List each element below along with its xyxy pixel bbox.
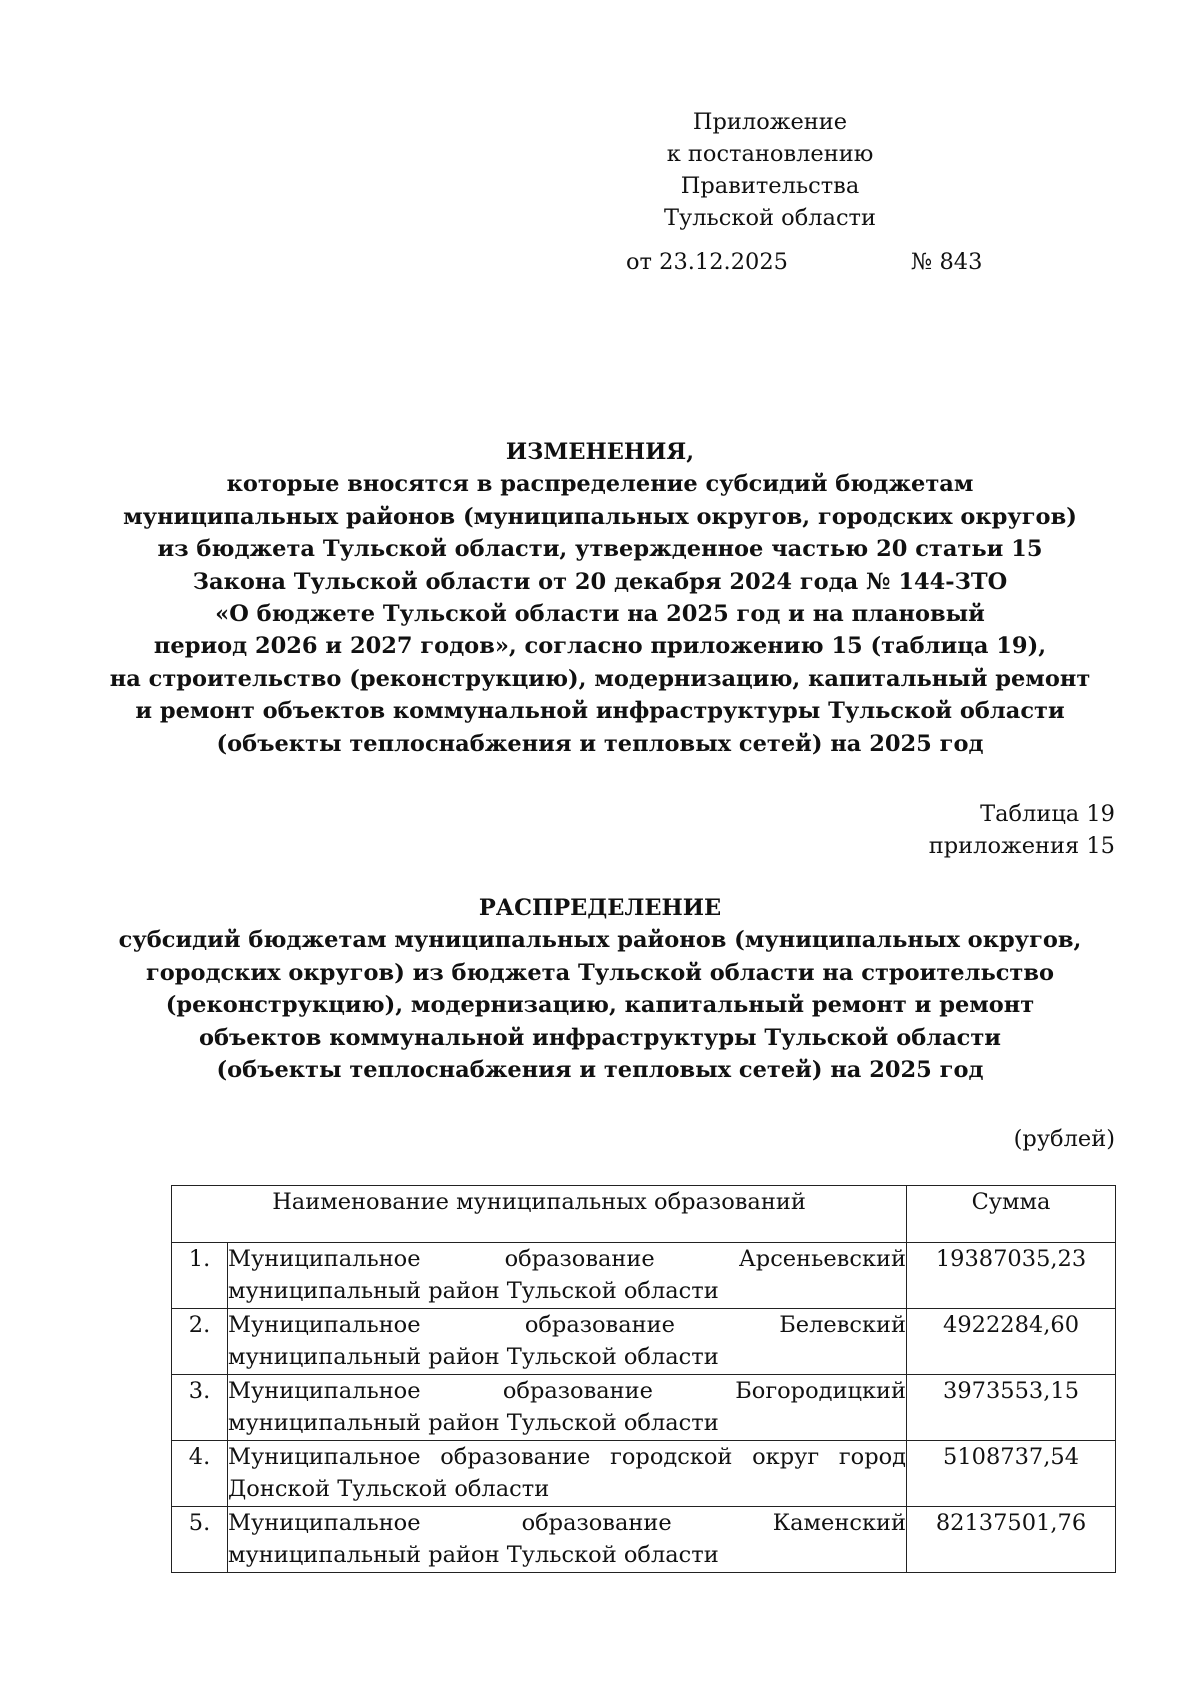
municipality-name-line: Муниципальное образование Богородицкий [228,1378,907,1404]
municipality-name [228,1507,907,1573]
municipality-name-line: муниципальный район Тульской области [228,1344,719,1370]
changes-title-line: Закона Тульской области от 20 декабря 2024 года № 144-ЗТО [192,568,1008,595]
appendix-header [580,106,960,234]
table-reference [715,798,1115,862]
municipality-name [228,1243,907,1309]
distribution-title [80,892,1120,1086]
municipality-name-line: муниципальный район Тульской области [228,1542,719,1568]
subsidy-sum [907,1375,1116,1441]
subsidy-sum [907,1243,1116,1309]
changes-title-line: из бюджета Тульской области, утвержденное частью 20 статьи 15 [157,536,1043,563]
changes-title-line: (объекты теплоснабжения и тепловых сетей) на 2025 год [216,730,984,757]
distribution-title-line: городских округов) из бюджета Тульской области на строительство [145,959,1055,986]
changes-title-line: период 2026 и 2027 годов», согласно приложению 15 (таблица 19), [153,633,1047,660]
row-number: 4. [172,1441,228,1507]
table-header-row [172,1186,1116,1243]
subsidy-sum-value: 4922284,60 [943,1312,1080,1338]
subsidy-sum [907,1309,1116,1375]
subsidy-sum [907,1441,1116,1507]
distribution-title-line: (объекты теплоснабжения и тепловых сетей) на 2025 год [216,1057,984,1084]
subsidy-sum-value: 5108737,54 [943,1444,1080,1470]
changes-title-line: и ремонт объектов коммунальной инфраструктуры Тульской области [135,698,1065,725]
subsidy-sum [907,1507,1116,1573]
table-row [172,1441,1116,1507]
table-row [172,1375,1116,1441]
municipality-name-line: муниципальный район Тульской области [228,1410,719,1436]
appendix-region: Тульской области [664,205,876,231]
table-row [172,1507,1116,1573]
municipality-name [228,1309,907,1375]
currency-units: (рублей) [1013,1126,1115,1152]
header-municipality-name: Наименование муниципальных образований [172,1186,907,1243]
decree-number: № 843 [911,249,983,275]
changes-title-line: которые вносятся в распределение субсидий бюджетам [226,471,974,498]
appendix-number: приложения 15 [928,833,1115,859]
appendix-decree-reference: к постановлению Правительства [666,141,874,199]
municipality-name [228,1441,907,1507]
subsidy-sum-value: 82137501,76 [935,1510,1087,1536]
row-number: 1. [172,1243,228,1309]
municipality-name-line: Муниципальное образование городской округ город [228,1444,907,1470]
changes-title [80,436,1120,760]
distribution-title-line: РАСПРЕДЕЛЕНИЕ [478,895,722,921]
distribution-title-line: (реконструкцию), модернизацию, капитальный ремонт и ремонт [165,992,1035,1019]
municipality-name-line: муниципальный район Тульской области [228,1278,719,1304]
municipality-name [228,1375,907,1441]
row-number: 5. [172,1507,228,1573]
table-number: Таблица 19 [980,801,1115,827]
table-row [172,1309,1116,1375]
municipality-name-line: Муниципальное образование Арсеньевский [228,1246,907,1272]
appendix-label: Приложение [692,109,848,135]
table-row [172,1243,1116,1309]
changes-title-line: ИЗМЕНЕНИЯ, [505,439,695,465]
municipality-name-line: Донской Тульской области [228,1476,550,1502]
municipality-name-line: Муниципальное образование Каменский [228,1510,907,1536]
subsidy-sum-value: 19387035,23 [935,1246,1087,1272]
distribution-title-line: объектов коммунальной инфраструктуры Тульской области [199,1024,1001,1051]
changes-title-line: «О бюджете Тульской области на 2025 год и на плановый [215,601,985,628]
subsidies-table [171,1185,1116,1573]
distribution-title-line: субсидий бюджетам муниципальных районов (муниципальных округов, [118,927,1082,954]
municipality-name-line: Муниципальное образование Белевский [228,1312,907,1338]
decree-date: от 23.12.2025 [626,249,788,275]
row-number: 2. [172,1309,228,1375]
changes-title-line: на строительство (реконструкцию), модернизацию, капитальный ремонт [109,665,1091,692]
subsidy-sum-value: 3973553,15 [943,1378,1080,1404]
header-sum: Сумма [907,1186,1116,1243]
changes-title-line: муниципальных районов (муниципальных округов, городских округов) [123,503,1077,530]
row-number: 3. [172,1375,228,1441]
